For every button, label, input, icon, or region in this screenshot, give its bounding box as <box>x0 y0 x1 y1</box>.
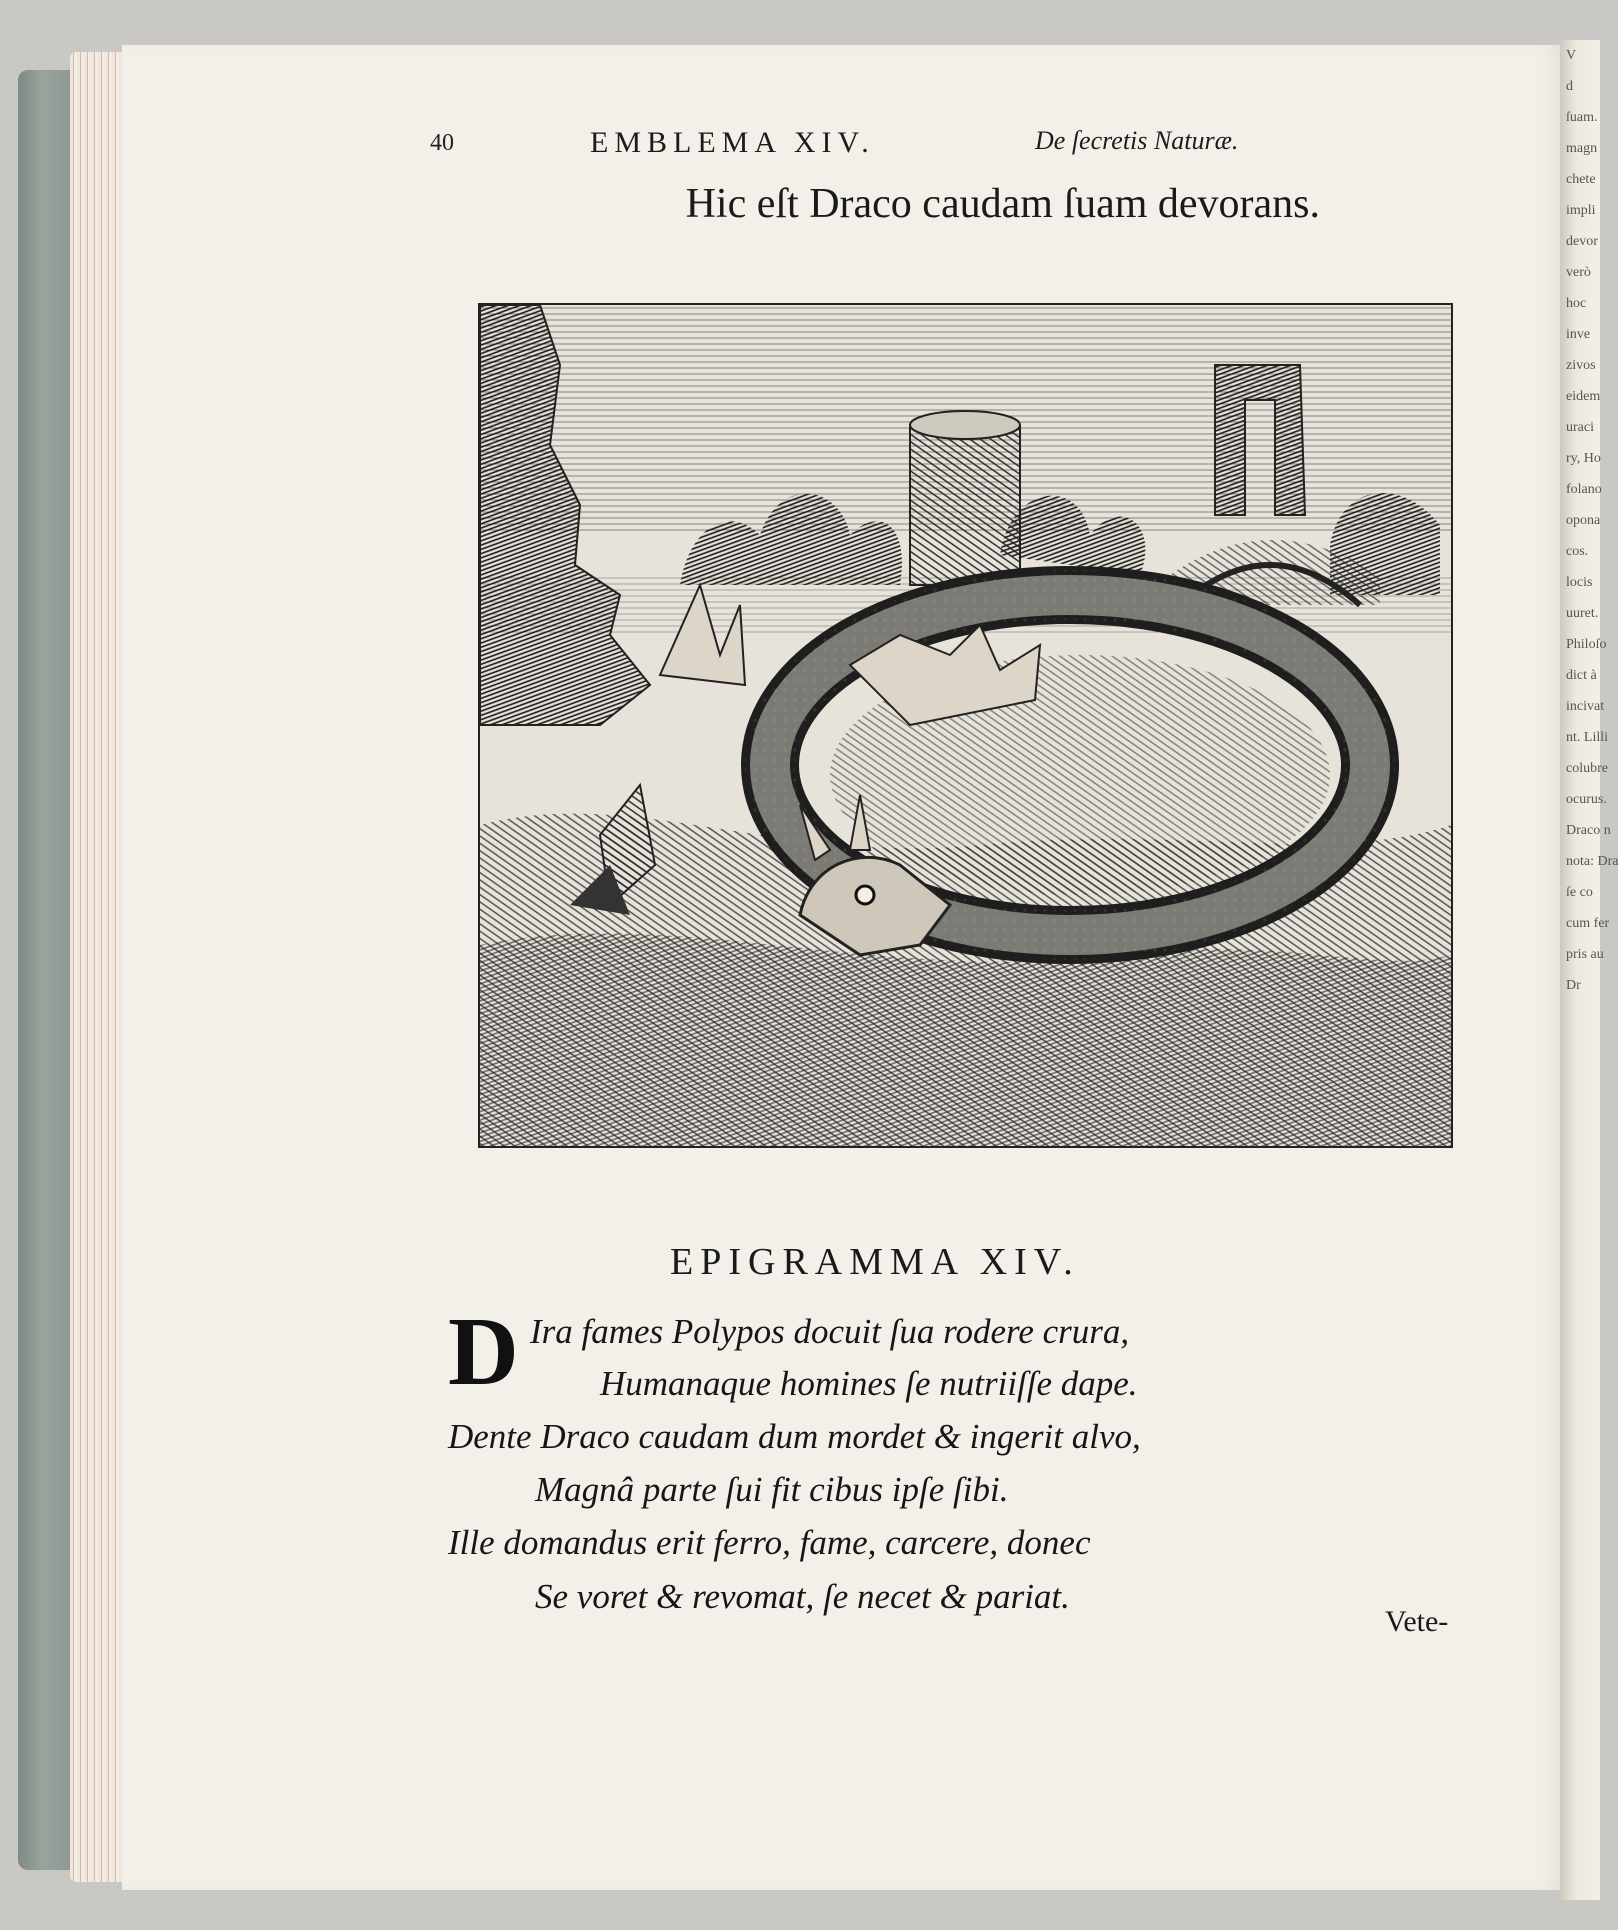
facing-page-fragment: devor <box>1566 234 1598 249</box>
verse-line-4: Magnâ parte ſui fit cibus ipſe ſibi. <box>535 1470 1009 1509</box>
ouroboros-engraving <box>478 303 1453 1148</box>
facing-page-fragment: folano <box>1566 482 1602 497</box>
facing-page-fragment: cos. <box>1566 544 1589 559</box>
facing-page-fragment: magn <box>1566 141 1598 156</box>
verse-line-5: Ille domandus erit ferro, fame, carcere, donec <box>448 1523 1091 1562</box>
facing-page-fragment: cum fer <box>1566 916 1610 931</box>
facing-page-fragment: inve <box>1566 327 1591 342</box>
verse-line-6: Se voret & revomat, ſe necet & pariat. <box>535 1577 1070 1616</box>
emblem-subtitle: De ſecretis Naturæ. <box>1035 126 1239 155</box>
facing-page-fragment: locis <box>1566 575 1593 590</box>
facing-page-fragment: Dr <box>1566 978 1581 993</box>
book-cover-spine <box>18 70 78 1870</box>
facing-page-fragment: ſuam. <box>1566 110 1598 125</box>
engraving-illustration <box>480 305 1451 1146</box>
facing-page-fragment: incivat <box>1566 699 1605 714</box>
facing-page-fragment: uraci <box>1566 420 1594 435</box>
facing-page-fragment: colubre <box>1566 761 1608 776</box>
catchword: Vete- <box>1385 1605 1449 1638</box>
verse-line-2: Humanaque homines ſe nutriiſſe dape. <box>600 1364 1138 1403</box>
facing-page-fragment: nota: Dra <box>1566 854 1618 869</box>
facing-page-fragment: Draco n <box>1566 823 1611 838</box>
emblem-title: EMBLEMA XIV. <box>590 126 875 159</box>
facing-page-fragment: uuret. <box>1566 606 1599 621</box>
verse-line-1: Ira fames Polypos docuit ſua rodere crura, <box>530 1312 1130 1351</box>
facing-page-fragment: nt. Lilli <box>1566 730 1608 745</box>
facing-page-fragment: hoc <box>1566 296 1587 311</box>
verse-line-3: Dente Draco caudam dum mordet & ingerit alvo, <box>448 1417 1141 1456</box>
facing-page-fragment: impli <box>1566 203 1596 218</box>
facing-page-fragment: d <box>1566 79 1573 94</box>
page-number: 40 <box>430 130 454 156</box>
page-header <box>430 120 1330 160</box>
facing-page-fragment: verò <box>1566 265 1591 280</box>
motto: Hic eſt Draco caudam ſuam devorans. <box>685 181 1320 227</box>
facing-page-edge <box>1560 40 1618 1900</box>
facing-page-fragment: Philoſo <box>1566 637 1607 652</box>
facing-page-fragment: ry, Ho <box>1566 451 1601 466</box>
epigram-heading: EPIGRAMMA XIV. <box>670 1241 1080 1283</box>
facing-page-fragment: V <box>1566 48 1577 63</box>
facing-page-fragment: ſe co <box>1566 885 1593 900</box>
facing-page-fragment: opona <box>1566 513 1601 528</box>
facing-page-fragment: dict à <box>1566 668 1597 683</box>
facing-page-fragment: eidem <box>1566 389 1601 404</box>
facing-page-fragment: pris au <box>1566 947 1604 962</box>
facing-page-fragment: zivos <box>1566 358 1596 373</box>
page-edges <box>70 52 130 1882</box>
drop-cap: D <box>448 1298 519 1406</box>
facing-page-fragment: chete <box>1566 172 1596 187</box>
facing-page-fragment: ocurus. <box>1566 792 1607 807</box>
